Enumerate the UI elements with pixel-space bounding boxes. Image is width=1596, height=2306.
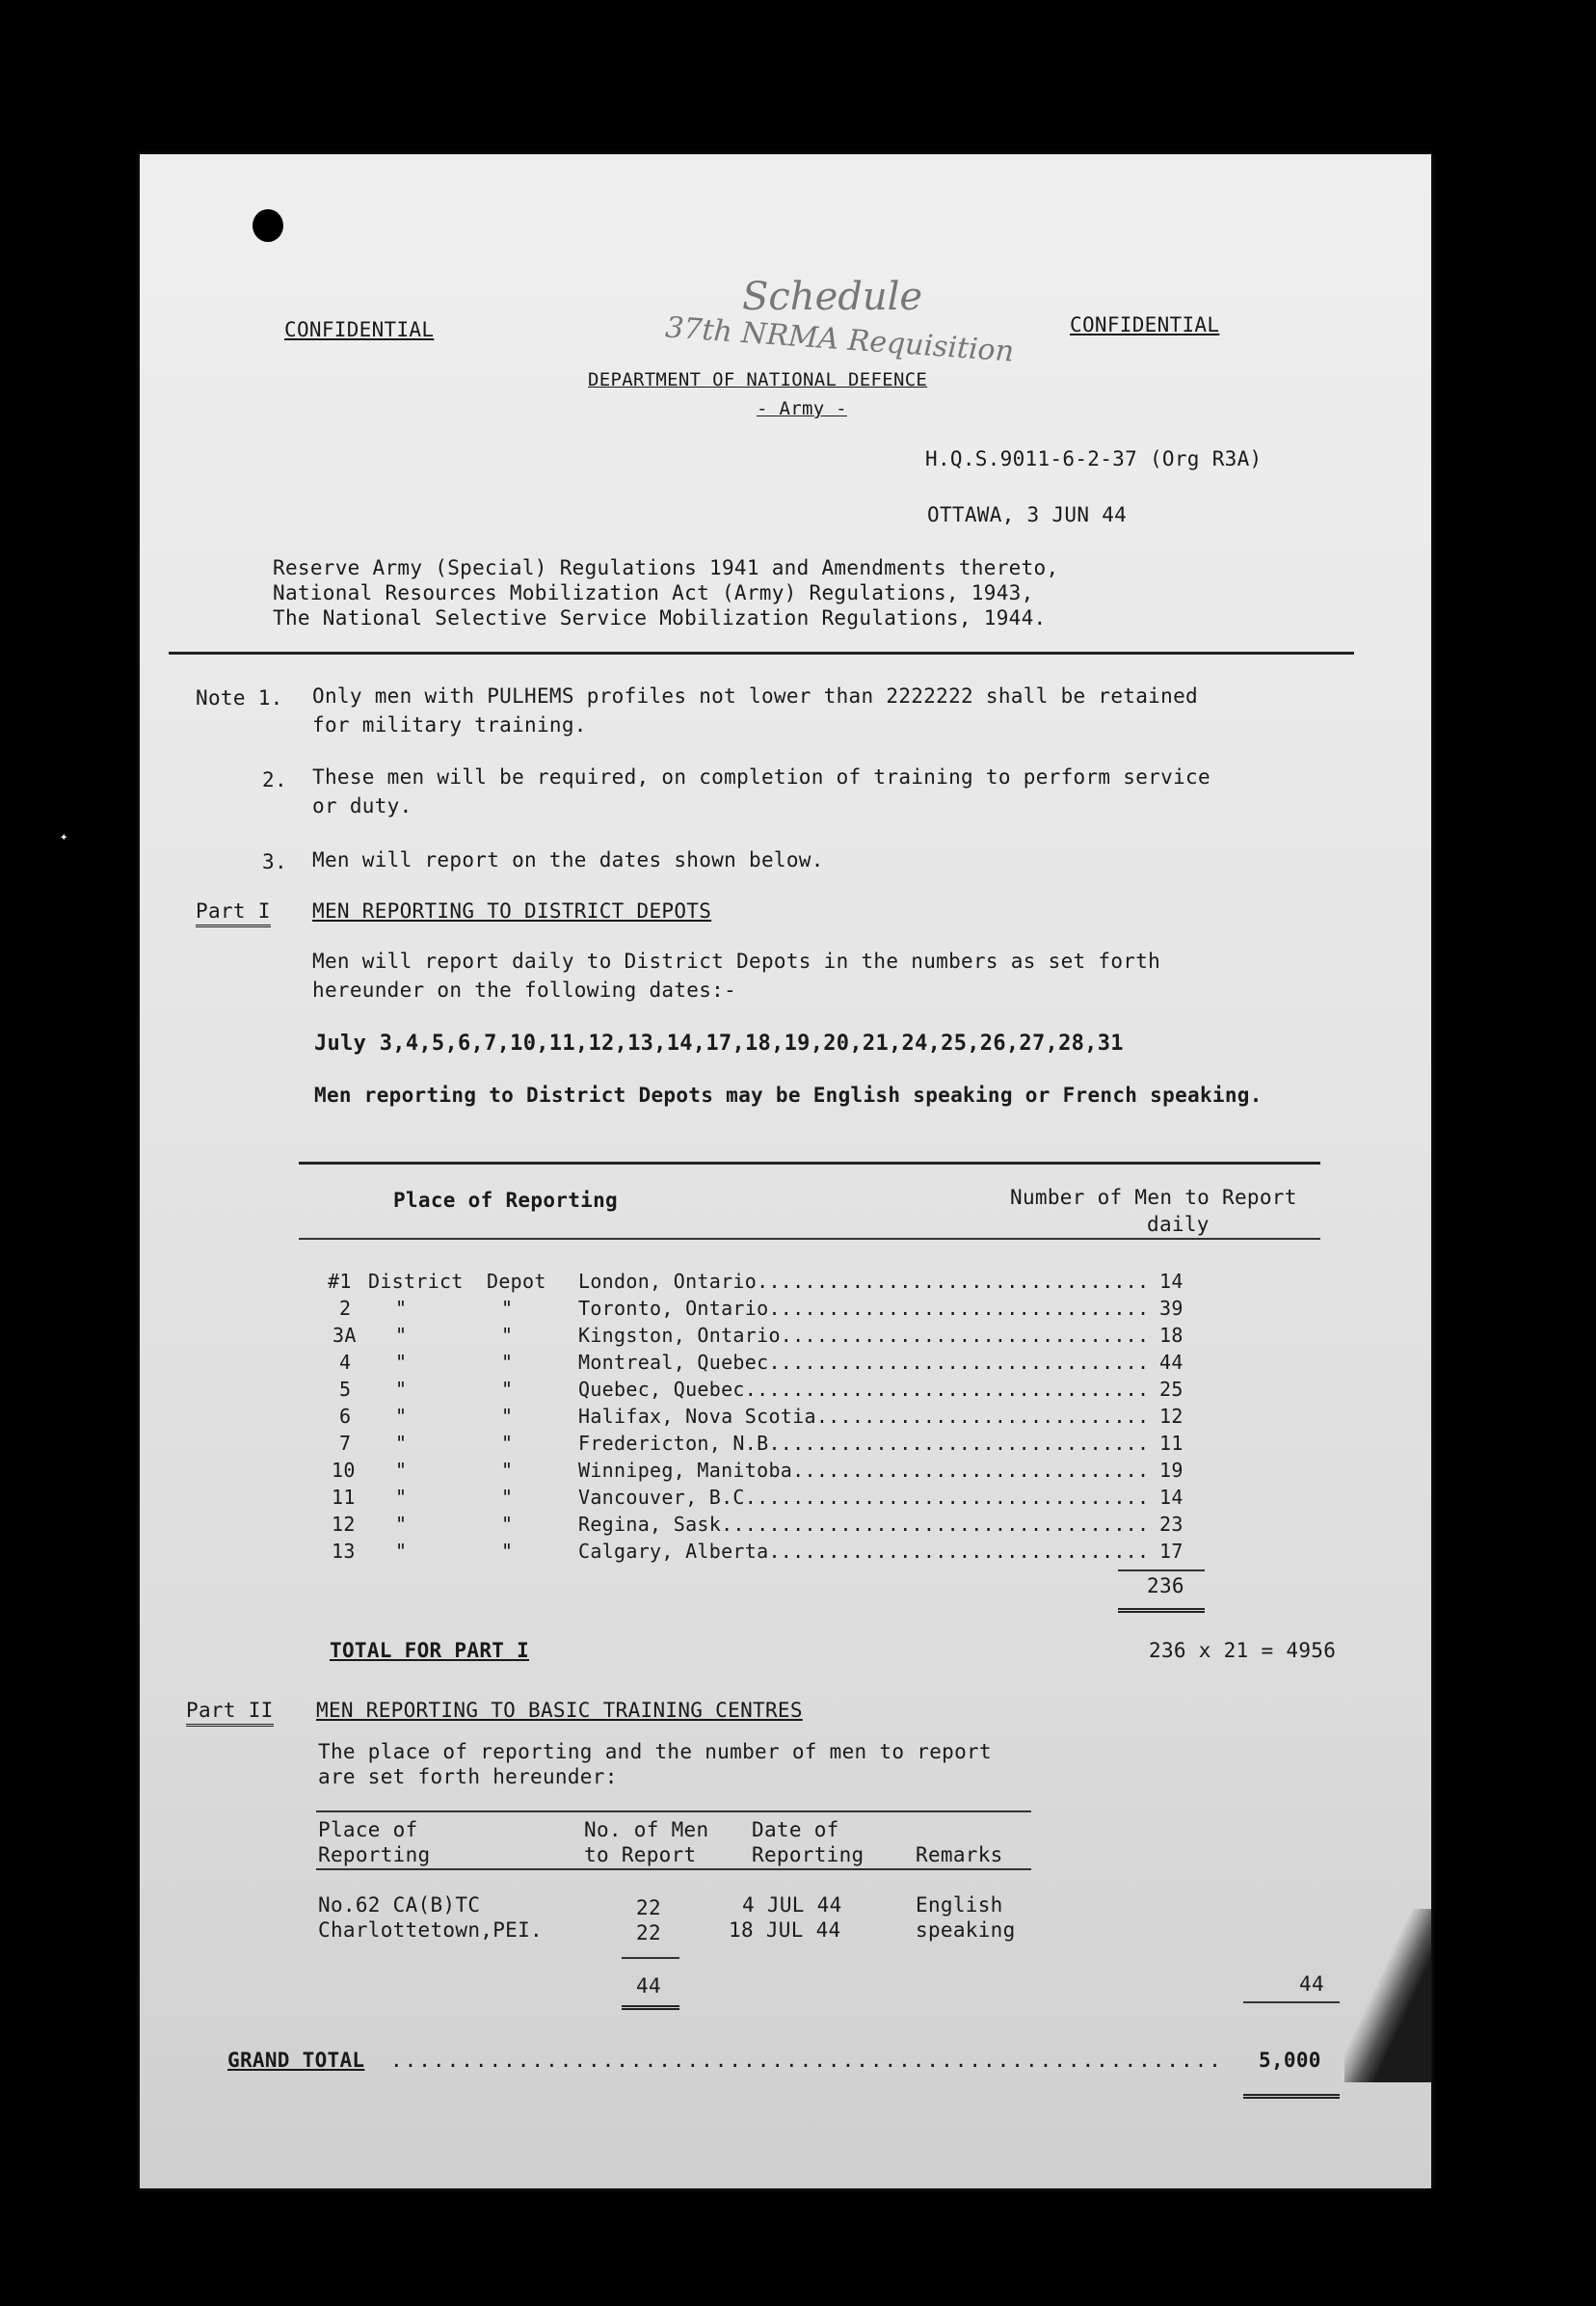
depot-count: 19 bbox=[1159, 1459, 1184, 1482]
col-reporting: Reporting bbox=[318, 1843, 431, 1866]
col-number-of-men: Number of Men to Report bbox=[1010, 1186, 1297, 1209]
note-1-text: for military training. bbox=[312, 713, 587, 737]
btc-place: Charlottetown,PEI. bbox=[318, 1918, 543, 1942]
depot-count: 39 bbox=[1159, 1297, 1184, 1320]
depot-place: Halifax, Nova Scotia............................ bbox=[578, 1405, 1150, 1428]
depot-place: London, Ontario................................. bbox=[578, 1270, 1150, 1293]
depot-number: 11 bbox=[332, 1486, 356, 1509]
depot-count: 23 bbox=[1159, 1513, 1184, 1536]
depot-type: " bbox=[501, 1324, 514, 1347]
col-remarks: Remarks bbox=[916, 1843, 1003, 1866]
reporting-dates: July 3,4,5,6,7,10,11,12,13,14,17,18,19,20,21,24,25,26,27,28,31 bbox=[314, 1032, 1124, 1056]
grand-total-double-rule bbox=[1243, 2094, 1340, 2099]
confidential-right: CONFIDENTIAL bbox=[1070, 313, 1220, 336]
depot-type: Depot bbox=[487, 1270, 546, 1293]
table-header-rule bbox=[299, 1238, 1320, 1240]
depot-type: " bbox=[395, 1351, 408, 1374]
depot-place: Vancouver, B.C.................................. bbox=[578, 1486, 1150, 1509]
department-heading: DEPARTMENT OF NATIONAL DEFENCE bbox=[588, 369, 928, 390]
col-number-daily: daily bbox=[1147, 1213, 1210, 1236]
part-2-subtotal: 44 bbox=[636, 1974, 661, 1998]
part-1-title: MEN REPORTING TO DISTRICT DEPOTS bbox=[312, 899, 712, 923]
regulation-line: National Resources Mobilization Act (Army) Regulations, 1943, bbox=[273, 581, 1034, 604]
part-1-intro: Men will report daily to District Depots in the numbers as set forth bbox=[312, 950, 1161, 973]
depot-number: 12 bbox=[332, 1513, 356, 1536]
depot-type: " bbox=[501, 1351, 514, 1374]
depot-number: 3A bbox=[332, 1324, 357, 1347]
btc-count: 22 bbox=[636, 1896, 661, 1919]
subtotal-rule bbox=[1118, 1569, 1205, 1571]
header-divider bbox=[169, 652, 1354, 655]
col-date-reporting: Reporting bbox=[752, 1843, 864, 1866]
part-1-intro: hereunder on the following dates:- bbox=[312, 979, 737, 1002]
btc-place: No.62 CA(B)TC bbox=[318, 1893, 481, 1917]
depot-place: Regina, Sask.................................... bbox=[578, 1513, 1150, 1536]
confidential-left: CONFIDENTIAL bbox=[284, 318, 435, 341]
part-2-subtotal-double-rule bbox=[622, 2005, 679, 2010]
part-2-table-top-rule bbox=[316, 1810, 1031, 1812]
grand-total-leader: ........................................................... bbox=[390, 2049, 1223, 2072]
depot-number: 2 bbox=[339, 1297, 352, 1320]
depot-count: 17 bbox=[1159, 1540, 1184, 1563]
file-reference: H.Q.S.9011-6-2-37 (Org R3A) bbox=[925, 447, 1263, 470]
btc-remarks: speaking bbox=[916, 1918, 1016, 1942]
depot-type: " bbox=[395, 1540, 408, 1563]
depot-count: 14 bbox=[1159, 1486, 1184, 1509]
depot-count: 44 bbox=[1159, 1351, 1184, 1374]
part-2-label: Part II bbox=[186, 1699, 274, 1727]
part-1-total-label: TOTAL FOR PART I bbox=[330, 1639, 530, 1662]
note-2-label: 2. bbox=[262, 768, 287, 791]
col-to-report: to Report bbox=[584, 1843, 697, 1866]
depot-place: Toronto, Ontario................................ bbox=[578, 1297, 1150, 1320]
depot-type: " bbox=[501, 1486, 514, 1509]
place-date: OTTAWA, 3 JUN 44 bbox=[927, 503, 1128, 526]
col-place-of: Place of bbox=[318, 1818, 418, 1841]
btc-remarks: English bbox=[916, 1893, 1003, 1917]
regulation-line: The National Selective Service Mobilization Regulations, 1944. bbox=[273, 606, 1047, 630]
depot-count: 12 bbox=[1159, 1405, 1184, 1428]
depot-place: Quebec, Quebec.................................. bbox=[578, 1378, 1150, 1401]
part-2-intro: The place of reporting and the number of men to report bbox=[318, 1740, 992, 1763]
part-2-intro: are set forth hereunder: bbox=[318, 1765, 618, 1788]
handwritten-schedule: Schedule bbox=[742, 275, 923, 319]
handwritten-requisition: 37th NRMA Requisition bbox=[664, 310, 1016, 369]
film-speck: ✦ bbox=[60, 829, 68, 845]
btc-date: 18 JUL 44 bbox=[729, 1918, 841, 1942]
depot-number: 7 bbox=[339, 1432, 352, 1455]
note-2-text: or duty. bbox=[312, 794, 412, 818]
depot-place: Kingston, Ontario............................... bbox=[578, 1324, 1150, 1347]
page-curl-shadow bbox=[1344, 1909, 1431, 2082]
part-2-total: 44 bbox=[1299, 1972, 1324, 1996]
depot-count: 25 bbox=[1159, 1378, 1184, 1401]
depot-type: " bbox=[395, 1324, 408, 1347]
depot-number: 13 bbox=[332, 1540, 356, 1563]
depot-type: " bbox=[395, 1486, 408, 1509]
depot-count: 14 bbox=[1159, 1270, 1184, 1293]
depot-type: " bbox=[395, 1432, 408, 1455]
note-3-label: 3. bbox=[262, 850, 287, 873]
part-2-title: MEN REPORTING TO BASIC TRAINING CENTRES bbox=[316, 1699, 803, 1722]
part-2-header-rule bbox=[316, 1868, 1031, 1870]
depot-type: " bbox=[395, 1459, 408, 1482]
btc-date: 4 JUL 44 bbox=[742, 1893, 842, 1917]
depot-number: 4 bbox=[339, 1351, 352, 1374]
depot-type: " bbox=[395, 1405, 408, 1428]
part-1-subtotal: 236 bbox=[1147, 1574, 1184, 1597]
language-note: Men reporting to District Depots may be English speaking or French speaking. bbox=[314, 1084, 1263, 1107]
branch-heading: - Army - bbox=[757, 398, 847, 419]
note-1-text: Only men with PULHEMS profiles not lower than 2222222 shall be retained bbox=[312, 684, 1198, 708]
punch-hole bbox=[253, 209, 283, 242]
depot-type: " bbox=[501, 1405, 514, 1428]
depot-number: 10 bbox=[332, 1459, 356, 1482]
depot-place: Fredericton, N.B................................ bbox=[578, 1432, 1150, 1455]
btc-count: 22 bbox=[636, 1921, 661, 1944]
note-2-text: These men will be required, on completion of training to perform service bbox=[312, 765, 1210, 789]
depot-type: District bbox=[368, 1270, 464, 1293]
regulation-line: Reserve Army (Special) Regulations 1941 and Amendments thereto, bbox=[273, 556, 1059, 579]
part-1-label: Part I bbox=[196, 899, 271, 927]
depot-type: " bbox=[501, 1378, 514, 1401]
depot-number: 6 bbox=[339, 1405, 352, 1428]
note-1-label: Note 1. bbox=[196, 686, 283, 710]
depot-type: " bbox=[501, 1459, 514, 1482]
depot-type: " bbox=[501, 1513, 514, 1536]
depot-type: " bbox=[395, 1297, 408, 1320]
col-place-of-reporting: Place of Reporting bbox=[393, 1189, 618, 1212]
depot-type: " bbox=[395, 1513, 408, 1536]
depot-count: 18 bbox=[1159, 1324, 1184, 1347]
depot-place: Winnipeg, Manitoba.............................. bbox=[578, 1459, 1150, 1482]
depot-type: " bbox=[501, 1297, 514, 1320]
col-no-of-men: No. of Men bbox=[584, 1818, 709, 1841]
depot-place: Calgary, Alberta................................ bbox=[578, 1540, 1150, 1563]
grand-total-value: 5,000 bbox=[1259, 2049, 1321, 2072]
note-3-text: Men will report on the dates shown below. bbox=[312, 848, 824, 871]
depot-type: " bbox=[501, 1432, 514, 1455]
depot-count: 11 bbox=[1159, 1432, 1184, 1455]
part-2-total-rule bbox=[1243, 2001, 1340, 2003]
col-date-of: Date of bbox=[752, 1818, 839, 1841]
depot-number: 5 bbox=[339, 1378, 352, 1401]
depot-type: " bbox=[501, 1540, 514, 1563]
grand-total-label: GRAND TOTAL bbox=[227, 2049, 365, 2072]
part-1-total-calc: 236 x 21 = 4956 bbox=[1149, 1639, 1337, 1662]
depot-place: Montreal, Quebec................................ bbox=[578, 1351, 1150, 1374]
part-2-subtotal-rule bbox=[622, 1957, 679, 1959]
table-top-rule bbox=[299, 1162, 1320, 1165]
depot-type: " bbox=[395, 1378, 408, 1401]
depot-number: #1 bbox=[328, 1270, 352, 1293]
subtotal-double-rule bbox=[1118, 1608, 1205, 1613]
